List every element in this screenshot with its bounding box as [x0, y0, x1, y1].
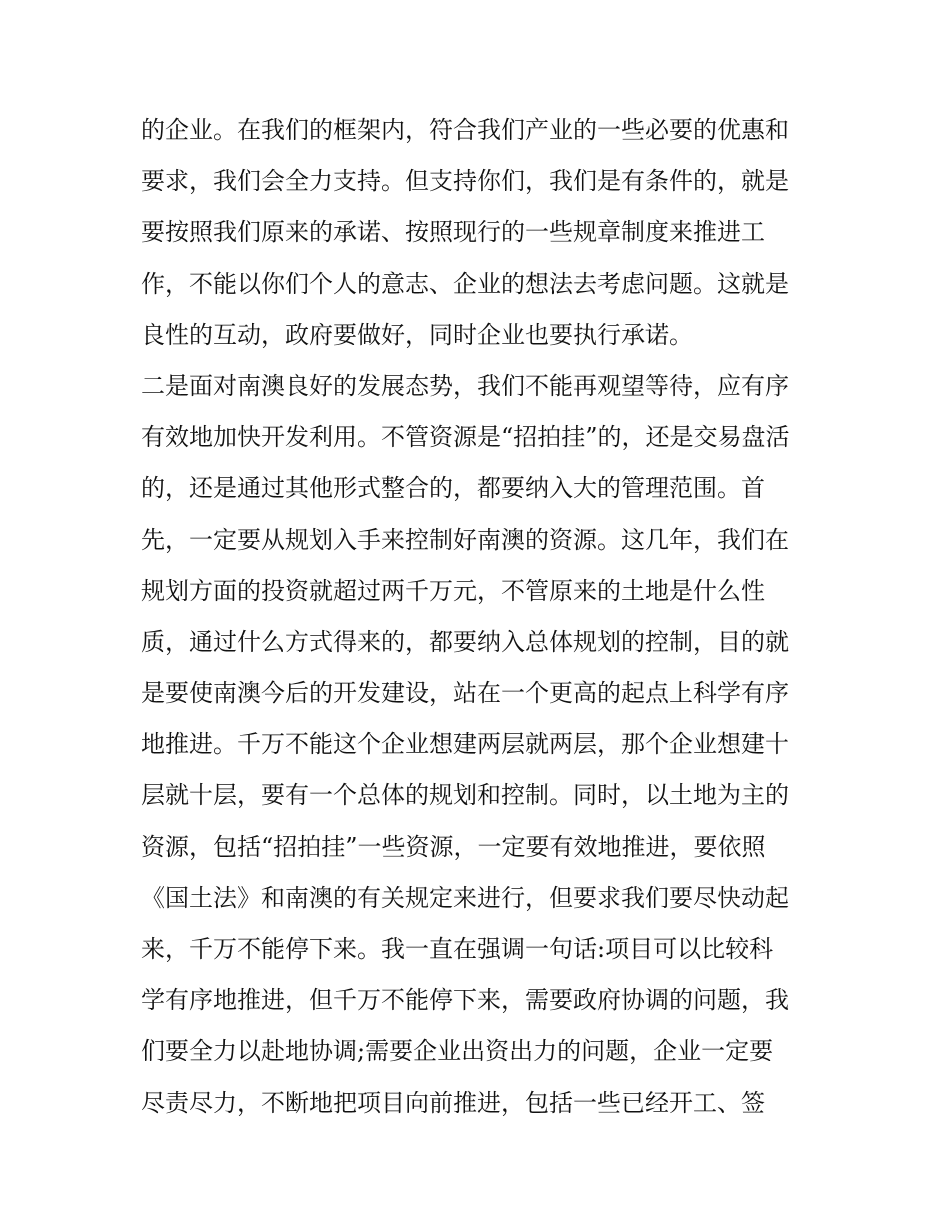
- text-line: 尽责尽力，不断地把项目向前推进，包括一些已经开工、签: [141, 1088, 765, 1117]
- text-line: 地推进。千万不能这个企业想建两层就两层，那个企业想建十: [141, 730, 789, 759]
- text-line: 是要使南澳今后的开发建设，站在一个更高的起点上科学有序: [141, 679, 789, 708]
- text-line: 要求，我们会全力支持。但支持你们，我们是有条件的，就是: [141, 167, 789, 196]
- body-text: [141, 105, 821, 1129]
- text-line: 的，还是通过其他形式整合的，都要纳入大的管理范围。首: [141, 474, 765, 503]
- text-line: 来，千万不能停下来。我一直在强调一句话:项目可以比较科: [141, 935, 774, 963]
- text-line: 先，一定要从规划入手来控制好南澳的资源。这几年，我们在: [141, 525, 789, 554]
- text-line: 有效地加快开发利用。不管资源是“招拍挂”的，还是交易盘活: [141, 423, 790, 452]
- text-line: 层就十层，要有一个总体的规划和控制。同时，以土地为主的: [141, 781, 789, 810]
- text-line: 规划方面的投资就超过两千万元，不管原来的土地是什么性: [141, 576, 765, 605]
- text-line: 质，通过什么方式得来的，都要纳入总体规划的控制，目的就: [141, 627, 789, 656]
- text-line: 良性的互动，政府要做好，同时企业也要执行承诺。: [141, 320, 693, 349]
- text-line: 资源，包括“招拍挂”一些资源，一定要有效地推进，要依照: [141, 832, 766, 861]
- text-line: 们要全力以赴地协调;需要企业出资出力的问题，企业一定要: [141, 1037, 774, 1066]
- text-line: 作，不能以你们个人的意志、企业的想法去考虑问题。这就是: [141, 269, 789, 298]
- text-line: 要按照我们原来的承诺、按照现行的一些规章制度来推进工: [141, 218, 765, 247]
- text-line: 的企业。在我们的框架内，符合我们产业的一些必要的优惠和: [141, 116, 789, 144]
- text-line: 二是面对南澳良好的发展态势，我们不能再观望等待，应有序: [141, 371, 789, 400]
- text-line: 学有序地推进，但千万不能停下来，需要政府协调的问题，我: [141, 986, 789, 1015]
- text-line: 《国土法》和南澳的有关规定来进行，但要求我们要尽快动起: [141, 883, 789, 912]
